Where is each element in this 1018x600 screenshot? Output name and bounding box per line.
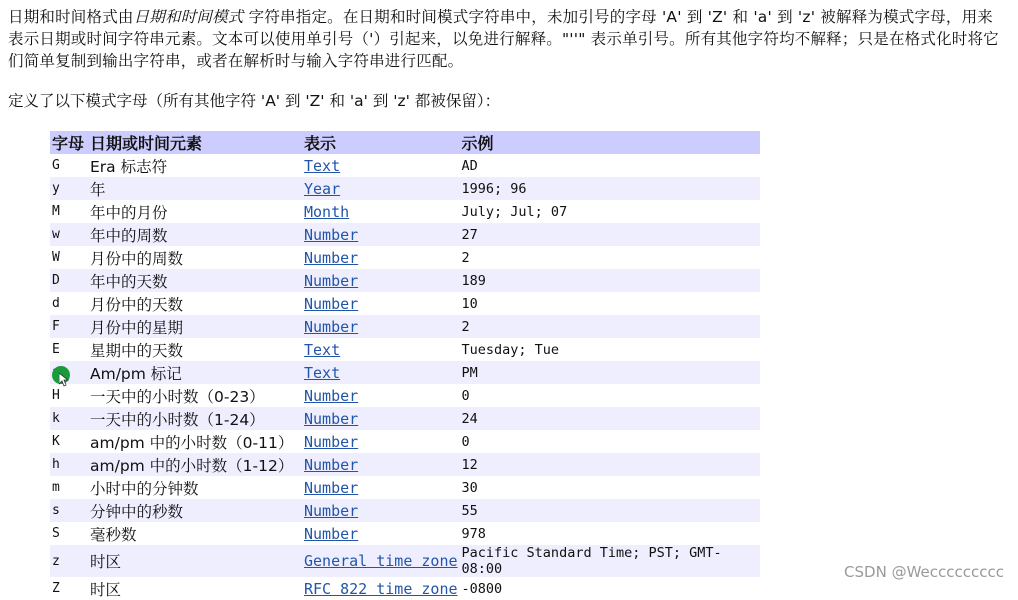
presentation-link[interactable]: Month xyxy=(304,202,350,221)
row-example: 978 xyxy=(461,525,486,542)
presentation-link[interactable]: Number xyxy=(304,409,359,428)
row-presentation xyxy=(302,499,460,522)
row-example: AD xyxy=(461,157,478,174)
table-row xyxy=(50,315,760,338)
row-letter: W xyxy=(52,250,60,265)
row-letter: H xyxy=(52,388,60,403)
intro-text-2: 字符串指定。在日期和时间模式字符串中，未加引号的字母 'A' 到 'Z' 和 'a' 到 'z' 被解释为模式字母，用来表示日期或时间字符串元素。文本可以使用单引号（'）引起来，以免进行解释。"''" 表示单引号。所有其他字符均不解释；只是在格式化时将它们简单复制到输出字符串，或者在解析时与输入字符串进行匹配。 xyxy=(8,8,999,70)
row-element: 月份中的星期 xyxy=(88,315,302,338)
row-presentation xyxy=(302,223,460,246)
row-presentation xyxy=(302,453,460,476)
table-row xyxy=(50,246,760,269)
row-element: 小时中的分钟数 xyxy=(90,479,199,498)
row-element: 年中的月份 xyxy=(90,203,168,222)
row-presentation xyxy=(302,177,460,200)
row-letter: z xyxy=(50,545,88,577)
row-element: 分钟中的秒数 xyxy=(88,499,302,522)
presentation-link[interactable]: Number xyxy=(304,271,359,290)
table-row xyxy=(50,577,760,600)
table-row xyxy=(50,361,760,384)
row-element: Era 标志符 xyxy=(90,157,168,176)
table-row xyxy=(50,453,760,476)
row-element: am/pm 中的小时数（1-12） xyxy=(88,453,302,476)
table-row xyxy=(50,430,760,453)
pattern-letter-table xyxy=(50,131,760,600)
intro-text-1: 日期和时间格式由 xyxy=(8,8,134,26)
row-example: July; Jul; 07 xyxy=(461,203,568,220)
row-example: 0 xyxy=(461,433,470,450)
header-presentation: 表示 xyxy=(302,131,460,154)
row-element: 年中的周数 xyxy=(88,223,302,246)
row-letter: h xyxy=(50,453,88,476)
row-letter: Z xyxy=(52,581,60,596)
presentation-link[interactable]: Number xyxy=(304,317,359,336)
row-example: 30 xyxy=(461,479,478,496)
row-element: 时区 xyxy=(88,545,302,577)
presentation-link[interactable]: Number xyxy=(304,432,359,451)
table-row xyxy=(50,269,760,292)
table-row xyxy=(50,292,760,315)
row-element: Am/pm 标记 xyxy=(88,361,302,384)
row-letter: y xyxy=(50,177,88,200)
row-letter: d xyxy=(52,296,60,311)
row-element: 星期中的天数 xyxy=(90,341,184,360)
row-example: 10 xyxy=(461,295,478,312)
row-element: 年 xyxy=(88,177,302,200)
row-element: 一天中的小时数（0-23） xyxy=(90,387,265,406)
row-letter: s xyxy=(50,499,88,522)
row-element: 一天中的小时数（1-24） xyxy=(88,407,302,430)
table-header-row xyxy=(50,131,760,154)
row-presentation xyxy=(302,577,460,600)
row-letter: D xyxy=(50,269,88,292)
row-element: am/pm 中的小时数（0-11） xyxy=(90,433,294,452)
presentation-link[interactable]: Number xyxy=(304,386,359,405)
row-presentation xyxy=(302,361,460,384)
presentation-link[interactable]: Year xyxy=(304,179,341,198)
table-row xyxy=(50,154,760,177)
presentation-link[interactable]: RFC 822 time zone xyxy=(304,579,458,598)
presentation-link[interactable]: Text xyxy=(304,340,341,359)
row-element: 时区 xyxy=(90,580,122,599)
row-example: 2 xyxy=(460,315,760,338)
table-row xyxy=(50,177,760,200)
lead-sentence: 定义了以下模式字母（所有其他字符 'A' 到 'Z' 和 'a' 到 'z' 都被保留）： xyxy=(8,92,501,110)
presentation-link[interactable]: Number xyxy=(304,225,359,244)
row-letter: M xyxy=(52,204,60,219)
row-element: 毫秒数 xyxy=(90,525,137,544)
row-presentation xyxy=(302,430,460,453)
row-presentation xyxy=(302,338,460,361)
row-example: Tuesday; Tue xyxy=(461,341,560,358)
header-letter: 字母 xyxy=(50,131,88,154)
row-example: 2 xyxy=(461,249,470,266)
row-letter: m xyxy=(52,480,60,495)
presentation-link[interactable]: Number xyxy=(304,248,359,267)
presentation-link[interactable]: Number xyxy=(304,455,359,474)
presentation-link[interactable]: Text xyxy=(304,363,341,382)
row-presentation xyxy=(302,384,460,407)
row-example: 55 xyxy=(460,499,760,522)
header-example: 示例 xyxy=(460,131,760,154)
row-example: 24 xyxy=(460,407,760,430)
presentation-link[interactable]: Number xyxy=(304,294,359,313)
row-letter: w xyxy=(50,223,88,246)
row-presentation xyxy=(302,292,460,315)
row-example: 1996; 96 xyxy=(460,177,760,200)
row-presentation xyxy=(302,407,460,430)
table-body xyxy=(50,154,760,600)
table-row xyxy=(50,200,760,223)
table-row xyxy=(50,545,760,577)
row-letter: K xyxy=(52,434,60,449)
row-example: 12 xyxy=(460,453,760,476)
row-element: 月份中的天数 xyxy=(90,295,184,314)
row-presentation xyxy=(302,200,460,223)
row-letter: G xyxy=(52,158,60,173)
row-presentation xyxy=(302,476,460,499)
row-letter: E xyxy=(52,342,60,357)
row-letter: F xyxy=(50,315,88,338)
row-element: 月份中的周数 xyxy=(90,249,184,268)
presentation-link[interactable]: General time zone xyxy=(304,552,458,570)
mouse-pointer-icon xyxy=(52,366,70,384)
presentation-link[interactable]: Text xyxy=(304,156,341,175)
row-example: 27 xyxy=(460,223,760,246)
presentation-link[interactable]: Number xyxy=(304,524,359,543)
row-example: 0 xyxy=(461,387,470,404)
row-letter: k xyxy=(50,407,88,430)
table-row xyxy=(50,476,760,499)
table-row xyxy=(50,499,760,522)
row-presentation xyxy=(302,269,460,292)
pointer-arrow-icon xyxy=(59,373,69,387)
row-letter: S xyxy=(52,526,60,541)
table-row xyxy=(50,522,760,545)
row-presentation xyxy=(302,246,460,269)
row-example: PM xyxy=(460,361,760,384)
table-row xyxy=(50,223,760,246)
watermark: CSDN @Weccccccccc xyxy=(844,563,1004,581)
row-presentation xyxy=(302,545,460,577)
table-row xyxy=(50,384,760,407)
table-row xyxy=(50,338,760,361)
row-example: -0800 xyxy=(461,580,503,597)
header-element: 日期或时间元素 xyxy=(88,131,302,154)
row-element: 年中的天数 xyxy=(88,269,302,292)
presentation-link[interactable]: Number xyxy=(304,501,359,520)
intro-italic: 日期和时间模式 xyxy=(133,8,244,26)
row-presentation xyxy=(302,154,460,177)
row-presentation xyxy=(302,315,460,338)
row-presentation xyxy=(302,522,460,545)
row-example: Pacific Standard Time; PST; GMT-08:00 xyxy=(460,545,760,577)
row-example: 189 xyxy=(460,269,760,292)
presentation-link[interactable]: Number xyxy=(304,478,359,497)
intro-paragraph xyxy=(8,6,1008,72)
table-row xyxy=(50,407,760,430)
